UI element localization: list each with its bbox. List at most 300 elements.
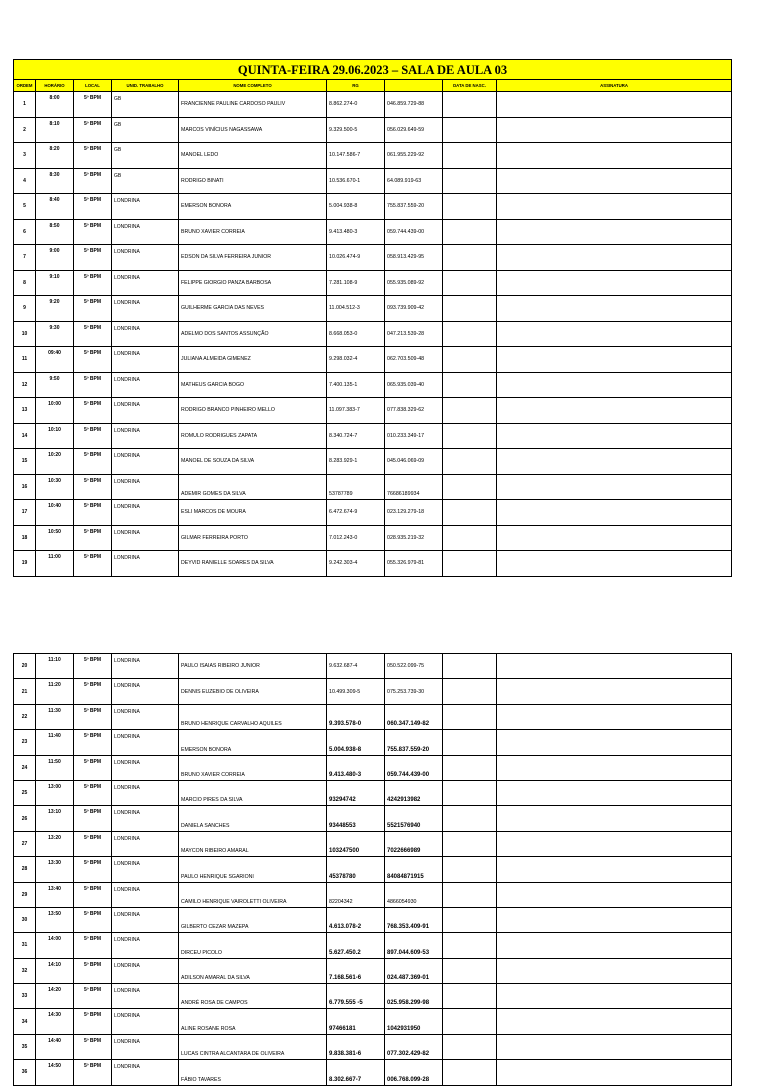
cell-horario: 10:10 xyxy=(36,423,74,449)
cell-rg: 9.329.500-5 xyxy=(327,117,385,143)
cell-rg: 9.242.303-4 xyxy=(327,551,385,577)
cell-horario: 10:40 xyxy=(36,500,74,526)
cell-unid: LONDRINA xyxy=(112,806,179,831)
cell-cpf: 5521576940 xyxy=(385,806,443,831)
cell-rg: 5.627.450.2 xyxy=(327,933,385,958)
cell-data-nasc[interactable] xyxy=(443,679,497,704)
cell-data-nasc[interactable] xyxy=(443,270,497,296)
col-header-nome: NOME COMPLETO xyxy=(179,80,327,92)
cell-unid: LONDRINA xyxy=(112,704,179,729)
cell-ordem: 17 xyxy=(14,500,36,526)
cell-cpf: 050.522.099-75 xyxy=(385,654,443,679)
schedule-table-page-1 xyxy=(13,59,732,577)
table-row xyxy=(14,755,732,780)
cell-local: 5º BPM xyxy=(74,321,112,347)
col-header-cpf xyxy=(385,80,443,92)
cell-horario: 11:30 xyxy=(36,704,74,729)
cell-unid: LONDRINA xyxy=(112,857,179,882)
cell-local: 5º BPM xyxy=(74,423,112,449)
cell-cpf: 4866054930 xyxy=(385,882,443,907)
cell-assinatura[interactable] xyxy=(497,449,732,475)
cell-nome: ADELMO DOS SANTOS ASSUNÇÃO xyxy=(179,321,327,347)
cell-nome: DENNIS EUZEBIO DE OLIVEIRA xyxy=(179,679,327,704)
cell-local: 5º BPM xyxy=(74,984,112,1009)
cell-assinatura[interactable] xyxy=(497,117,732,143)
cell-cpf: 028.935.219-32 xyxy=(385,525,443,551)
cell-assinatura[interactable] xyxy=(497,831,732,856)
table-row xyxy=(14,296,732,322)
sheet-title: QUINTA-FEIRA 29.06.2023 – SALA DE AULA 03 xyxy=(14,60,732,80)
cell-data-nasc[interactable] xyxy=(443,1060,497,1085)
cell-local: 5º BPM xyxy=(74,1060,112,1085)
cell-cpf: 006.768.099-28 xyxy=(385,1060,443,1085)
cell-horario: 8:40 xyxy=(36,194,74,220)
cell-horario: 13:20 xyxy=(36,831,74,856)
cell-assinatura[interactable] xyxy=(497,907,732,932)
cell-data-nasc[interactable] xyxy=(443,907,497,932)
cell-rg: 8.340.724-7 xyxy=(327,423,385,449)
cell-data-nasc[interactable] xyxy=(443,958,497,983)
cell-cpf: 1042931950 xyxy=(385,1009,443,1034)
cell-horario: 14:30 xyxy=(36,1009,74,1034)
table-row xyxy=(14,117,732,143)
cell-data-nasc[interactable] xyxy=(443,194,497,220)
cell-rg: 11.004.512-3 xyxy=(327,296,385,322)
cell-unid: LONDRINA xyxy=(112,525,179,551)
cell-nome: FELIPPE GIORGIO PANZA BARBOSA xyxy=(179,270,327,296)
cell-ordem: 5 xyxy=(14,194,36,220)
table-row xyxy=(14,347,732,373)
cell-rg: 9.413.480-3 xyxy=(327,219,385,245)
cell-cpf: 062.703.509-48 xyxy=(385,347,443,373)
cell-assinatura[interactable] xyxy=(497,780,732,805)
cell-unid: LONDRINA xyxy=(112,296,179,322)
cell-nome: PAULO HENRIQUE SGARIONI xyxy=(179,857,327,882)
cell-data-nasc[interactable] xyxy=(443,347,497,373)
cell-rg: 53787789 xyxy=(327,474,385,500)
col-header-data-nasc: DATA DE NASC. xyxy=(443,80,497,92)
cell-local: 5º BPM xyxy=(74,474,112,500)
cell-ordem: 11 xyxy=(14,347,36,373)
cell-ordem: 8 xyxy=(14,270,36,296)
cell-data-nasc[interactable] xyxy=(443,92,497,118)
cell-assinatura[interactable] xyxy=(497,398,732,424)
cell-horario: 14:10 xyxy=(36,958,74,983)
table-row xyxy=(14,168,732,194)
cell-cpf: 061.955.229-92 xyxy=(385,143,443,169)
cell-ordem: 10 xyxy=(14,321,36,347)
cell-nome: EDSON DA SILVA FERREIRA JUNIOR xyxy=(179,245,327,271)
cell-rg: 4.613.078-2 xyxy=(327,907,385,932)
cell-nome: MANOEL DE SOUZA DA SILVA xyxy=(179,449,327,475)
cell-unid: LONDRINA xyxy=(112,654,179,679)
cell-data-nasc[interactable] xyxy=(443,500,497,526)
cell-cpf: 024.487.369-01 xyxy=(385,958,443,983)
cell-assinatura[interactable] xyxy=(497,525,732,551)
cell-cpf: 84084871915 xyxy=(385,857,443,882)
cell-nome: MAYCON RIBEIRO AMARAL xyxy=(179,831,327,856)
cell-horario: 14:00 xyxy=(36,933,74,958)
cell-cpf: 065.935.039-40 xyxy=(385,372,443,398)
cell-horario: 9:50 xyxy=(36,372,74,398)
cell-assinatura[interactable] xyxy=(497,474,732,500)
cell-assinatura[interactable] xyxy=(497,500,732,526)
cell-data-nasc[interactable] xyxy=(443,423,497,449)
table-row xyxy=(14,780,732,805)
cell-ordem: 22 xyxy=(14,704,36,729)
cell-ordem: 29 xyxy=(14,882,36,907)
cell-rg: 5.004.938-8 xyxy=(327,194,385,220)
cell-assinatura[interactable] xyxy=(497,1009,732,1034)
cell-horario: 8:00 xyxy=(36,92,74,118)
cell-unid: LONDRINA xyxy=(112,398,179,424)
cell-rg: 9.298.032-4 xyxy=(327,347,385,373)
cell-ordem: 4 xyxy=(14,168,36,194)
cell-horario: 13:40 xyxy=(36,882,74,907)
cell-horario: 11:50 xyxy=(36,755,74,780)
cell-horario: 11:00 xyxy=(36,551,74,577)
cell-local: 5º BPM xyxy=(74,551,112,577)
cell-nome: ADILSON AMARAL DA SILVA xyxy=(179,958,327,983)
table-row xyxy=(14,449,732,475)
cell-cpf: 897.044.609-53 xyxy=(385,933,443,958)
cell-assinatura[interactable] xyxy=(497,219,732,245)
cell-data-nasc[interactable] xyxy=(443,219,497,245)
cell-local: 5º BPM xyxy=(74,1009,112,1034)
cell-assinatura[interactable] xyxy=(497,551,732,577)
table-row xyxy=(14,474,732,500)
cell-local: 5º BPM xyxy=(74,679,112,704)
schedule-table-page-2 xyxy=(13,653,732,1086)
cell-data-nasc[interactable] xyxy=(443,755,497,780)
cell-horario: 14:40 xyxy=(36,1034,74,1059)
table-row xyxy=(14,1060,732,1085)
cell-nome: LUCAS CINTRA ALCANTARA DE OLIVEIRA xyxy=(179,1034,327,1059)
cell-data-nasc[interactable] xyxy=(443,984,497,1009)
cell-ordem: 27 xyxy=(14,831,36,856)
cell-cpf: 755.837.559-20 xyxy=(385,730,443,755)
cell-rg: 45378780 xyxy=(327,857,385,882)
cell-assinatura[interactable] xyxy=(497,730,732,755)
cell-cpf: 059.744.439-00 xyxy=(385,755,443,780)
cell-ordem: 1 xyxy=(14,92,36,118)
cell-local: 5º BPM xyxy=(74,245,112,271)
cell-unid: LONDRINA xyxy=(112,679,179,704)
cell-unid: LONDRINA xyxy=(112,933,179,958)
cell-local: 5º BPM xyxy=(74,296,112,322)
cell-cpf: 768.353.409-91 xyxy=(385,907,443,932)
cell-nome: MATHEUS GARCIA BOGO xyxy=(179,372,327,398)
cell-horario: 11:10 xyxy=(36,654,74,679)
cell-data-nasc[interactable] xyxy=(443,321,497,347)
cell-cpf: 7022666989 xyxy=(385,831,443,856)
cell-nome: MARCIO PIRES DA SILVA xyxy=(179,780,327,805)
cell-data-nasc[interactable] xyxy=(443,806,497,831)
table-row xyxy=(14,219,732,245)
cell-unid: LONDRINA xyxy=(112,882,179,907)
cell-horario: 11:20 xyxy=(36,679,74,704)
cell-horario: 13:10 xyxy=(36,806,74,831)
cell-cpf: 077.838.329-62 xyxy=(385,398,443,424)
cell-nome: ROMULO RODRIGUES ZAPATA xyxy=(179,423,327,449)
cell-unid: LONDRINA xyxy=(112,245,179,271)
cell-horario: 9:20 xyxy=(36,296,74,322)
cell-ordem: 35 xyxy=(14,1034,36,1059)
cell-local: 5º BPM xyxy=(74,500,112,526)
cell-nome: FÁBIO TAVARES xyxy=(179,1060,327,1085)
cell-horario: 9:00 xyxy=(36,245,74,271)
cell-assinatura[interactable] xyxy=(497,958,732,983)
cell-data-nasc[interactable] xyxy=(443,857,497,882)
cell-unid: LONDRINA xyxy=(112,194,179,220)
cell-ordem: 33 xyxy=(14,984,36,1009)
cell-nome: GILMAR FERREIRA PORTO xyxy=(179,525,327,551)
cell-data-nasc[interactable] xyxy=(443,168,497,194)
cell-local: 5º BPM xyxy=(74,907,112,932)
cell-unid: LONDRINA xyxy=(112,372,179,398)
cell-horario: 8:30 xyxy=(36,168,74,194)
cell-local: 5º BPM xyxy=(74,933,112,958)
cell-data-nasc[interactable] xyxy=(443,654,497,679)
cell-local: 5º BPM xyxy=(74,168,112,194)
cell-assinatura[interactable] xyxy=(497,372,732,398)
col-header-unid: UNID. TRABALHO xyxy=(112,80,179,92)
cell-unid: LONDRINA xyxy=(112,423,179,449)
cell-assinatura[interactable] xyxy=(497,857,732,882)
cell-rg: 8.668.053-0 xyxy=(327,321,385,347)
cell-data-nasc[interactable] xyxy=(443,245,497,271)
table-row xyxy=(14,882,732,907)
cell-data-nasc[interactable] xyxy=(443,1009,497,1034)
table-row xyxy=(14,525,732,551)
cell-unid: LONDRINA xyxy=(112,958,179,983)
cell-ordem: 28 xyxy=(14,857,36,882)
col-header-local: LOCAL xyxy=(74,80,112,92)
table-row xyxy=(14,704,732,729)
cell-horario: 13:50 xyxy=(36,907,74,932)
cell-cpf: 4242913982 xyxy=(385,780,443,805)
cell-assinatura[interactable] xyxy=(497,296,732,322)
table-row xyxy=(14,551,732,577)
cell-nome: ADEMIR GOMES DA SILVA xyxy=(179,474,327,500)
cell-nome: DEYVID RANIELLE SOARES DA SILVA xyxy=(179,551,327,577)
cell-assinatura[interactable] xyxy=(497,704,732,729)
cell-unid: LONDRINA xyxy=(112,219,179,245)
cell-rg: 93294742 xyxy=(327,780,385,805)
cell-data-nasc[interactable] xyxy=(443,449,497,475)
cell-assinatura[interactable] xyxy=(497,270,732,296)
cell-unid: GB xyxy=(112,143,179,169)
cell-data-nasc[interactable] xyxy=(443,551,497,577)
cell-rg: 7.012.243-0 xyxy=(327,525,385,551)
cell-assinatura[interactable] xyxy=(497,347,732,373)
table-row xyxy=(14,372,732,398)
cell-nome: CAMILO HENRIQUE VAIROLETTI OLIVEIRA xyxy=(179,882,327,907)
cell-rg: 6.779.555 -5 xyxy=(327,984,385,1009)
cell-cpf: 010.233.349-17 xyxy=(385,423,443,449)
cell-rg: 10.026.474-9 xyxy=(327,245,385,271)
cell-cpf: 055.326.979-81 xyxy=(385,551,443,577)
cell-local: 5º BPM xyxy=(74,704,112,729)
cell-assinatura[interactable] xyxy=(497,806,732,831)
cell-data-nasc[interactable] xyxy=(443,730,497,755)
cell-assinatura[interactable] xyxy=(497,984,732,1009)
cell-cpf: 045.046.069-09 xyxy=(385,449,443,475)
cell-data-nasc[interactable] xyxy=(443,143,497,169)
cell-local: 5º BPM xyxy=(74,730,112,755)
cell-nome: BRUNO HENRIQUE CARVALHO AQUILES xyxy=(179,704,327,729)
cell-data-nasc[interactable] xyxy=(443,780,497,805)
cell-horario: 14:50 xyxy=(36,1060,74,1085)
table-row xyxy=(14,857,732,882)
cell-rg: 5.004.938-8 xyxy=(327,730,385,755)
cell-ordem: 12 xyxy=(14,372,36,398)
cell-unid: GB xyxy=(112,117,179,143)
cell-cpf: 055.935.089-92 xyxy=(385,270,443,296)
cell-horario: 09:40 xyxy=(36,347,74,373)
cell-nome: BRUNO XAVIER CORREIA xyxy=(179,755,327,780)
table-row xyxy=(14,933,732,958)
cell-rg: 7.281.108-9 xyxy=(327,270,385,296)
cell-ordem: 19 xyxy=(14,551,36,577)
cell-cpf: 047.213.539-28 xyxy=(385,321,443,347)
cell-assinatura[interactable] xyxy=(497,882,732,907)
table-row xyxy=(14,730,732,755)
cell-ordem: 9 xyxy=(14,296,36,322)
cell-rg: 93448553 xyxy=(327,806,385,831)
cell-horario: 10:50 xyxy=(36,525,74,551)
cell-rg: 8.283.929-1 xyxy=(327,449,385,475)
cell-rg: 7.400.135-1 xyxy=(327,372,385,398)
table-row xyxy=(14,984,732,1009)
cell-ordem: 14 xyxy=(14,423,36,449)
table-row xyxy=(14,500,732,526)
table-row xyxy=(14,92,732,118)
cell-data-nasc[interactable] xyxy=(443,296,497,322)
cell-cpf: 059.744.439-00 xyxy=(385,219,443,245)
cell-ordem: 26 xyxy=(14,806,36,831)
cell-assinatura[interactable] xyxy=(497,92,732,118)
cell-horario: 8:50 xyxy=(36,219,74,245)
cell-horario: 9:30 xyxy=(36,321,74,347)
cell-unid: LONDRINA xyxy=(112,1060,179,1085)
cell-rg: 97466181 xyxy=(327,1009,385,1034)
cell-local: 5º BPM xyxy=(74,347,112,373)
cell-cpf: 058.913.429-95 xyxy=(385,245,443,271)
cell-unid: LONDRINA xyxy=(112,551,179,577)
cell-rg: 6.472.674-9 xyxy=(327,500,385,526)
cell-local: 5º BPM xyxy=(74,857,112,882)
cell-rg: 9.393.578-0 xyxy=(327,704,385,729)
cell-local: 5º BPM xyxy=(74,398,112,424)
cell-nome: RODRIGO BRANCO PINHEIRO MELLO xyxy=(179,398,327,424)
col-header-ordem: ORDEM xyxy=(14,80,36,92)
cell-ordem: 13 xyxy=(14,398,36,424)
cell-unid: LONDRINA xyxy=(112,474,179,500)
cell-cpf: 023.129.279-18 xyxy=(385,500,443,526)
cell-ordem: 36 xyxy=(14,1060,36,1085)
cell-data-nasc[interactable] xyxy=(443,525,497,551)
cell-assinatura[interactable] xyxy=(497,755,732,780)
cell-assinatura[interactable] xyxy=(497,143,732,169)
cell-assinatura[interactable] xyxy=(497,168,732,194)
cell-data-nasc[interactable] xyxy=(443,398,497,424)
cell-data-nasc[interactable] xyxy=(443,1034,497,1059)
cell-horario: 10:30 xyxy=(36,474,74,500)
cell-assinatura[interactable] xyxy=(497,194,732,220)
cell-data-nasc[interactable] xyxy=(443,882,497,907)
cell-local: 5º BPM xyxy=(74,372,112,398)
cell-data-nasc[interactable] xyxy=(443,372,497,398)
cell-horario: 8:20 xyxy=(36,143,74,169)
cell-ordem: 16 xyxy=(14,474,36,500)
cell-assinatura[interactable] xyxy=(497,679,732,704)
cell-ordem: 18 xyxy=(14,525,36,551)
cell-assinatura[interactable] xyxy=(497,423,732,449)
cell-local: 5º BPM xyxy=(74,755,112,780)
cell-data-nasc[interactable] xyxy=(443,704,497,729)
cell-cpf: 075.253.739-30 xyxy=(385,679,443,704)
cell-assinatura[interactable] xyxy=(497,245,732,271)
cell-ordem: 24 xyxy=(14,755,36,780)
cell-cpf: 025.958.299-98 xyxy=(385,984,443,1009)
table-row xyxy=(14,423,732,449)
cell-assinatura[interactable] xyxy=(497,1060,732,1085)
cell-assinatura[interactable] xyxy=(497,654,732,679)
cell-horario: 10:00 xyxy=(36,398,74,424)
cell-horario: 9:10 xyxy=(36,270,74,296)
cell-local: 5º BPM xyxy=(74,219,112,245)
cell-ordem: 15 xyxy=(14,449,36,475)
cell-assinatura[interactable] xyxy=(497,933,732,958)
table-row xyxy=(14,679,732,704)
cell-data-nasc[interactable] xyxy=(443,117,497,143)
cell-local: 5º BPM xyxy=(74,194,112,220)
table-row xyxy=(14,245,732,271)
cell-data-nasc[interactable] xyxy=(443,831,497,856)
cell-unid: LONDRINA xyxy=(112,347,179,373)
cell-local: 5º BPM xyxy=(74,958,112,983)
cell-local: 5º BPM xyxy=(74,117,112,143)
cell-cpf: 060.347.149-82 xyxy=(385,704,443,729)
cell-unid: LONDRINA xyxy=(112,907,179,932)
cell-cpf: 077.302.429-82 xyxy=(385,1034,443,1059)
cell-ordem: 2 xyxy=(14,117,36,143)
cell-local: 5º BPM xyxy=(74,92,112,118)
table-row xyxy=(14,958,732,983)
cell-rg: 11.097.383-7 xyxy=(327,398,385,424)
cell-unid: LONDRINA xyxy=(112,984,179,1009)
table-row xyxy=(14,907,732,932)
table-row xyxy=(14,398,732,424)
cell-nome: DANIELA SANCHES xyxy=(179,806,327,831)
col-header-assinatura: ASSINATURA xyxy=(497,80,732,92)
table-row xyxy=(14,1009,732,1034)
cell-assinatura[interactable] xyxy=(497,321,732,347)
cell-ordem: 34 xyxy=(14,1009,36,1034)
cell-nome: GILBERTO CEZAR MAZEPA xyxy=(179,907,327,932)
cell-nome: DIRCEU PICOLO xyxy=(179,933,327,958)
cell-unid: LONDRINA xyxy=(112,449,179,475)
cell-ordem: 21 xyxy=(14,679,36,704)
cell-nome: GUILHERME GARCIA DAS NEVES xyxy=(179,296,327,322)
cell-horario: 8:10 xyxy=(36,117,74,143)
cell-data-nasc[interactable] xyxy=(443,474,497,500)
cell-cpf: 76686189934 xyxy=(385,474,443,500)
cell-ordem: 6 xyxy=(14,219,36,245)
cell-data-nasc[interactable] xyxy=(443,933,497,958)
cell-assinatura[interactable] xyxy=(497,1034,732,1059)
